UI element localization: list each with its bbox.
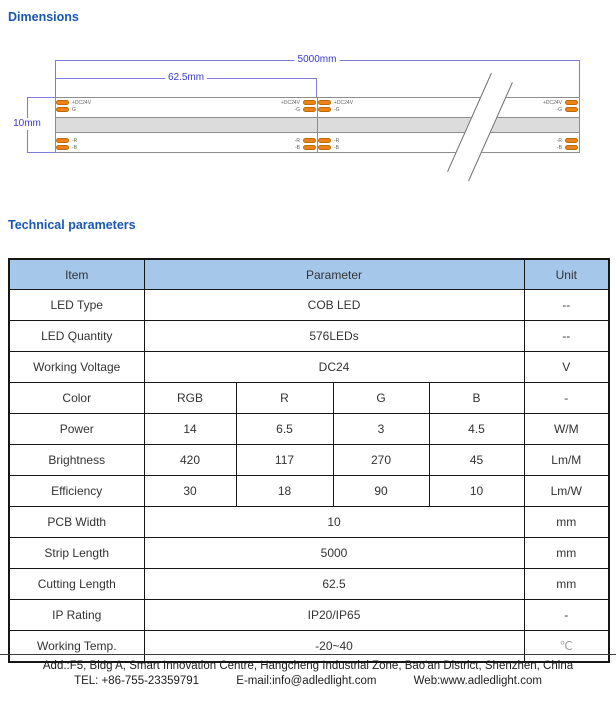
parameter-cell: R bbox=[236, 383, 333, 414]
dim-ext-mid bbox=[316, 78, 317, 97]
table-header-row bbox=[9, 259, 609, 290]
parameter-cell: 62.5 bbox=[144, 569, 524, 600]
table-row bbox=[9, 383, 609, 414]
strip-diagram bbox=[0, 0, 616, 205]
table-row bbox=[9, 445, 609, 476]
pad-label: -G bbox=[334, 107, 340, 113]
solder-pad bbox=[565, 107, 578, 112]
parameter-cell: 18 bbox=[236, 476, 333, 507]
table-body bbox=[9, 290, 609, 663]
item-cell: Working Temp. bbox=[9, 631, 144, 663]
dimensions-heading: Dimensions bbox=[8, 10, 79, 24]
item-cell: Working Voltage bbox=[9, 352, 144, 383]
unit-cell: mm bbox=[524, 538, 609, 569]
unit-cell: -- bbox=[524, 290, 609, 321]
solder-pad bbox=[565, 138, 578, 143]
unit-cell: Lm/M bbox=[524, 445, 609, 476]
parameter-cell: COB LED bbox=[144, 290, 524, 321]
technical-parameters-heading: Technical parameters bbox=[8, 218, 136, 232]
item-cell: Color bbox=[9, 383, 144, 414]
parameter-cell: DC24 bbox=[144, 352, 524, 383]
dim-ext-right bbox=[579, 60, 580, 97]
solder-pad bbox=[318, 138, 331, 143]
footer-web: Web:www.adledlight.com bbox=[413, 675, 542, 687]
footer-address: Add.:F5, Bldg A, Smart Innovation Centre, Hangcheng Industrial Zone, Bao'an District, Shenzhen, China bbox=[42, 660, 574, 672]
solder-pad bbox=[318, 145, 331, 150]
table-row bbox=[9, 476, 609, 507]
parameter-cell: IP20/IP65 bbox=[144, 600, 524, 631]
parameter-cell: 30 bbox=[144, 476, 236, 507]
footer-tel: TEL: +86-755-23359791 bbox=[74, 675, 200, 687]
unit-cell: W/M bbox=[524, 414, 609, 445]
solder-pad bbox=[303, 107, 316, 112]
solder-pad bbox=[303, 138, 316, 143]
solder-pad bbox=[56, 145, 69, 150]
unit-cell: mm bbox=[524, 507, 609, 538]
header-item: Item bbox=[9, 259, 144, 290]
table-row bbox=[9, 321, 609, 352]
unit-cell: - bbox=[524, 600, 609, 631]
item-cell: LED Type bbox=[9, 290, 144, 321]
header-parameter: Parameter bbox=[144, 259, 524, 290]
parameter-cell: 45 bbox=[429, 445, 524, 476]
parameter-cell: B bbox=[429, 383, 524, 414]
pad-label: -R bbox=[556, 138, 562, 144]
pad-label: +DC24V bbox=[72, 100, 92, 106]
dim-tick-top bbox=[27, 97, 55, 98]
item-cell: Efficiency bbox=[9, 476, 144, 507]
solder-pad bbox=[303, 145, 316, 150]
solder-pad bbox=[318, 100, 331, 105]
solder-pad bbox=[56, 107, 69, 112]
parameter-cell: 3 bbox=[333, 414, 429, 445]
parameter-cell: 6.5 bbox=[236, 414, 333, 445]
pad-label: G bbox=[72, 107, 76, 113]
item-cell: IP Rating bbox=[9, 600, 144, 631]
dim-label-5000mm: 5000mm bbox=[295, 54, 340, 66]
cut-point-line bbox=[317, 97, 318, 153]
pad-label: -R bbox=[72, 138, 78, 144]
parameter-cell: 90 bbox=[333, 476, 429, 507]
parameter-cell: 4.5 bbox=[429, 414, 524, 445]
table-row bbox=[9, 507, 609, 538]
solder-pad bbox=[56, 100, 69, 105]
table-row bbox=[9, 414, 609, 445]
item-cell: LED Quantity bbox=[9, 321, 144, 352]
pad-label: -B bbox=[295, 145, 300, 151]
pad-label: -B bbox=[557, 145, 562, 151]
solder-pad bbox=[303, 100, 316, 105]
dim-tick-bottom bbox=[27, 152, 55, 153]
pad-label: +DC24V bbox=[334, 100, 354, 106]
footer bbox=[0, 659, 616, 689]
item-cell: Power bbox=[9, 414, 144, 445]
unit-cell: mm bbox=[524, 569, 609, 600]
item-cell: Strip Length bbox=[9, 538, 144, 569]
parameter-cell: 117 bbox=[236, 445, 333, 476]
parameter-cell: 10 bbox=[144, 507, 524, 538]
parameter-cell: 10 bbox=[429, 476, 524, 507]
footer-contact-line bbox=[0, 674, 616, 689]
table-row bbox=[9, 600, 609, 631]
parameter-cell: -20~40 bbox=[144, 631, 524, 663]
pad-label: -G bbox=[294, 107, 300, 113]
unit-cell: ℃ bbox=[524, 631, 609, 663]
unit-cell: -- bbox=[524, 321, 609, 352]
item-cell: PCB Width bbox=[9, 507, 144, 538]
solder-pad bbox=[318, 107, 331, 112]
pad-label: -B bbox=[334, 145, 339, 151]
table-row bbox=[9, 352, 609, 383]
solder-pad bbox=[565, 145, 578, 150]
parameter-cell: G bbox=[333, 383, 429, 414]
parameter-cell: 14 bbox=[144, 414, 236, 445]
unit-cell: Lm/W bbox=[524, 476, 609, 507]
pad-label: -G bbox=[556, 107, 562, 113]
parameter-cell: 270 bbox=[333, 445, 429, 476]
table-row bbox=[9, 290, 609, 321]
pad-label: +DC24V bbox=[542, 100, 562, 106]
footer-email: E-mail:info@adledlight.com bbox=[236, 675, 377, 687]
header-unit: Unit bbox=[524, 259, 609, 290]
item-cell: Brightness bbox=[9, 445, 144, 476]
parameter-cell: 576LEDs bbox=[144, 321, 524, 352]
pad-label: -R bbox=[334, 138, 340, 144]
unit-cell: V bbox=[524, 352, 609, 383]
table-row bbox=[9, 569, 609, 600]
unit-cell: - bbox=[524, 383, 609, 414]
parameter-cell: 420 bbox=[144, 445, 236, 476]
parameter-cell: RGB bbox=[144, 383, 236, 414]
solder-pad bbox=[565, 100, 578, 105]
parameter-cell: 5000 bbox=[144, 538, 524, 569]
table-row bbox=[9, 631, 609, 663]
dim-label-10mm: 10mm bbox=[10, 118, 44, 130]
footer-divider bbox=[0, 654, 616, 655]
pad-label: -R bbox=[294, 138, 300, 144]
parameters-table bbox=[8, 258, 610, 663]
table-row bbox=[9, 538, 609, 569]
pad-label: +DC24V bbox=[280, 100, 300, 106]
dim-label-62-5mm: 62.5mm bbox=[165, 72, 207, 84]
solder-pad bbox=[56, 138, 69, 143]
pad-label: -B bbox=[72, 145, 77, 151]
item-cell: Cutting Length bbox=[9, 569, 144, 600]
